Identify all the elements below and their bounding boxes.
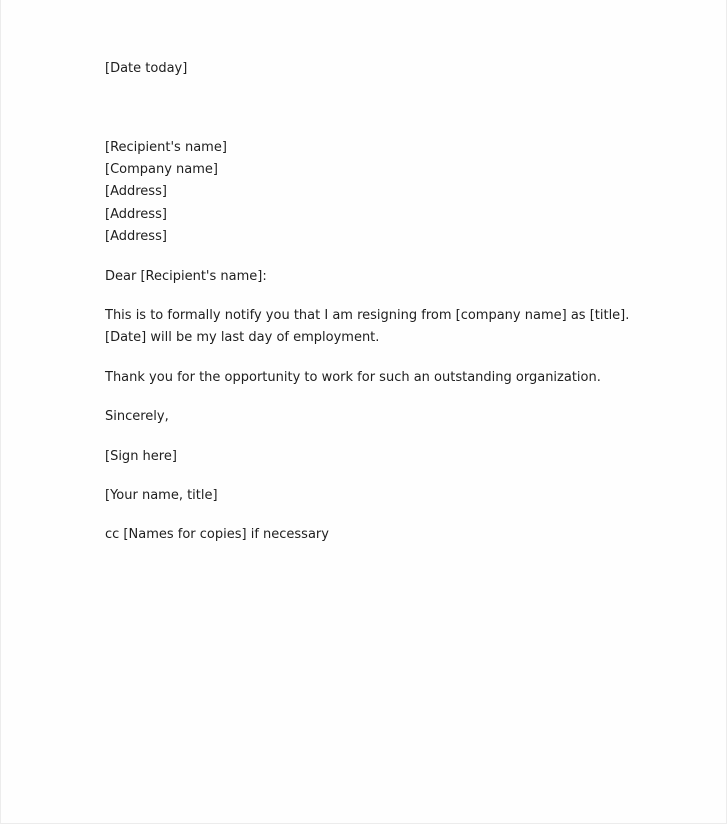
company-name: [Company name] bbox=[105, 162, 218, 177]
body-paragraph-1-line-1: This is to formally notify you that I am resigning from [company name] as [title]. bbox=[105, 308, 630, 323]
address-line-2: [Address] bbox=[105, 207, 167, 222]
cc-line: cc [Names for copies] if necessary bbox=[105, 527, 329, 542]
letter-date: [Date today] bbox=[105, 61, 188, 76]
address-line-1: [Address] bbox=[105, 184, 167, 199]
salutation: Dear [Recipient's name]: bbox=[105, 269, 267, 284]
address-line-3: [Address] bbox=[105, 229, 167, 244]
body-paragraph-1-line-2: [Date] will be my last day of employment. bbox=[105, 330, 380, 345]
closing: Sincerely, bbox=[105, 409, 169, 424]
sender-name-title: [Your name, title] bbox=[105, 488, 218, 503]
signature-placeholder: [Sign here] bbox=[105, 449, 177, 464]
recipient-name: [Recipient's name] bbox=[105, 140, 227, 155]
body-paragraph-2: Thank you for the opportunity to work for such an outstanding organization. bbox=[105, 370, 601, 385]
